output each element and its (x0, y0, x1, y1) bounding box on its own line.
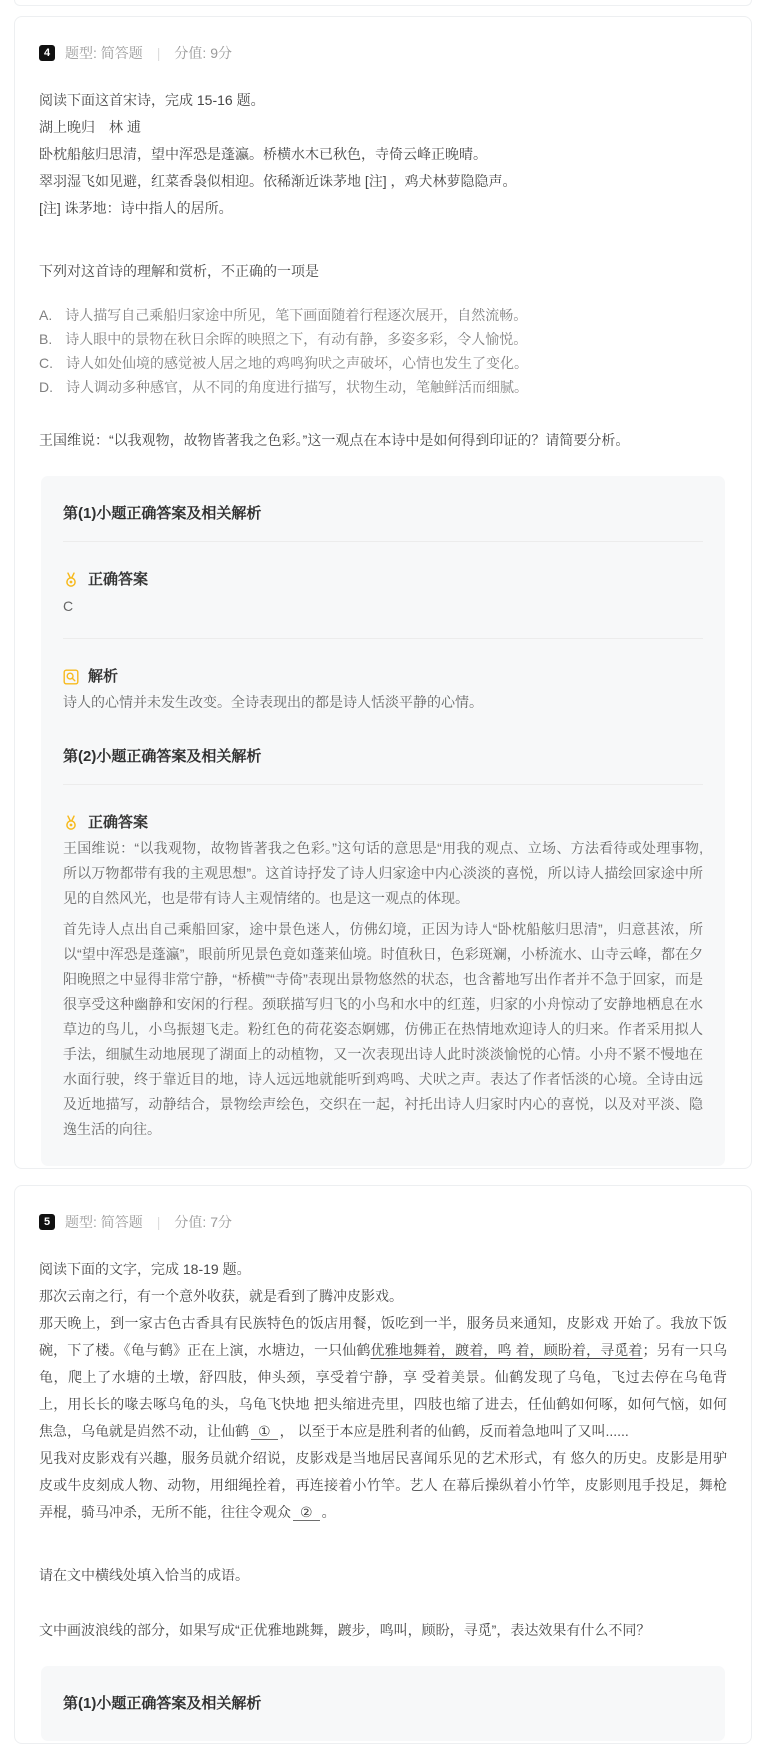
correct-answer-row (63, 566, 703, 593)
analysis-label: 解析 (88, 668, 119, 685)
option-b-text: 诗人眼中的景物在秋日余晖的映照之下，有动有静，多姿多彩，令人愉悦。 (65, 331, 528, 347)
reading-intro: 阅读下面的文字，完成 18-19 题。 (39, 1261, 251, 1277)
options-list (39, 303, 727, 399)
question-number-badge: 5 (39, 1214, 55, 1230)
poem-line-2: 翠羽湿飞如见避，红菜香袅似相迎。依稀渐近诛茅地 [注] ，鸡犬林萝隐隐声。 (39, 173, 517, 189)
part1-answer-heading: 第(1)小题正确答案及相关解析 (63, 505, 262, 522)
poem-line-1: 卧枕船舷归思清，望中浑恐是蓬瀛。桥横水木已秋色，寺倚云峰正晚晴。 (39, 146, 487, 162)
passage-paragraph-2 (39, 1310, 727, 1445)
option-d-text: 诗人调动多种感官，从不同的角度进行描写，状物生动，笔触鲜活而细腻。 (66, 379, 528, 395)
divider (63, 638, 703, 639)
question-4-answer-panel (41, 476, 725, 1166)
option-c-label: C. (39, 355, 53, 371)
question-5-answer-panel (41, 1666, 725, 1741)
question-type-label: 题型: 简答题 (65, 1214, 143, 1230)
part2-answer-heading: 第(2)小题正确答案及相关解析 (63, 748, 262, 765)
header-separator: | (156, 45, 161, 61)
option-a-text: 诗人描写自己乘船归家途中所见，笔下画面随着行程逐次展开，自然流畅。 (65, 307, 528, 323)
magnifier-document-icon (63, 669, 79, 685)
passage-paragraph-1: 那次云南之行，有一个意外收获，就是看到了腾冲皮影戏。 (39, 1288, 403, 1304)
passage-paragraph-3 (39, 1445, 727, 1526)
passage-segment: 见我对皮影戏有兴趣，服务员就介绍说，皮影戏是当地居民喜闻乐见的艺术形式，有 悠久的历史。皮影是用驴皮或牛皮刻成人物、动物，用细绳拴着，再连接着小竹竿。艺人 在幕后操纵着小竹竿，皮影则甩手投足，舞枪弄棍，骑马冲杀，无所不能，往往令观众 (39, 1450, 727, 1520)
analysis-text: 诗人的心情并未发生改变。全诗表现出的都是诗人恬淡平静的心情。 (63, 694, 483, 710)
question-score-label: 分值: 9分 (174, 45, 232, 61)
poem-title: 湖上晚归 林 逋 (39, 119, 141, 135)
passage-segment: 。 (321, 1504, 336, 1520)
medal-icon (63, 815, 79, 831)
previous-card-bottom-edge (14, 0, 752, 6)
part2-correct-answer-label: 正确答案 (88, 814, 149, 831)
option-c-text: 诗人如处仙境的感觉被人居之地的鸡鸣狗吠之声破坏，心情也发生了变化。 (66, 355, 528, 371)
question-number-badge: 4 (39, 45, 55, 61)
medal-icon (63, 572, 79, 588)
sub-question-1: 请在文中横线处填入恰当的成语。 (39, 1567, 249, 1583)
question-type-label: 题型: 简答题 (65, 45, 143, 61)
option-a-label: A. (39, 307, 53, 323)
question-4-header (15, 17, 751, 63)
question-4-body (15, 63, 751, 1166)
sub-question-1: 下列对这首诗的理解和赏析，不正确的一项是 (39, 263, 319, 279)
option-b (39, 327, 727, 351)
part1-answer-heading: 第(1)小题正确答案及相关解析 (63, 1695, 262, 1712)
header-separator: | (156, 1214, 161, 1230)
question-5-body (15, 1232, 751, 1741)
divider (63, 784, 703, 785)
poem-note: [注] 诛茅地：诗中指人的居所。 (39, 200, 233, 216)
passage-segment: ， 以至于本应是胜利者的仙鹤，反而着急地叫了又叫...... (279, 1423, 629, 1439)
correct-answer-label: 正确答案 (88, 571, 149, 588)
reading-intro: 阅读下面这首宋诗，完成 15-16 题。 (39, 92, 265, 108)
sub-question-2: 文中画波浪线的部分，如果写成“正优雅地跳舞，踱步，鸣叫，顾盼，寻觅”，表达效果有什么不同？ (39, 1622, 651, 1638)
option-a (39, 303, 727, 327)
option-c (39, 351, 727, 375)
option-d (39, 375, 727, 399)
analysis-row (63, 663, 703, 690)
option-b-label: B. (39, 331, 53, 347)
question-5-card (14, 1185, 752, 1744)
part2-answer-paragraph-1: 王国维说：“以我观物，故物皆著我之色彩。”这句话的意思是“用我的观点、立场、方法看待或处理事物,所以万物都带有我的主观思想”。这首诗抒发了诗人归家途中内心淡淡的喜悦，所以诗人描绘回家途中所见的自然风光，也是带有诗人主观情绪的。也是这一观点的体现。 (63, 840, 703, 906)
question-5-header (15, 1186, 751, 1232)
passage-segment: 那天晚上，到一家古色古香具有民族特色的饭店用餐，饭吃到一半，服务员来通知，皮影戏 开始了。我放下饭碗，下了楼。《龟与鹤》正在上演，水塘边，一只仙鹤 (39, 1315, 727, 1358)
fill-blank-1: ① (251, 1423, 278, 1440)
fill-blank-2: ② (293, 1504, 320, 1521)
question-4-card (14, 16, 752, 1169)
part2-answer-paragraph-2: 首先诗人点出自己乘船回家，途中景色迷人，仿佛幻境，正因为诗人“卧枕船舷归思清”，归意甚浓，所以“望中浑恐是蓬瀛”，眼前所见景色竟如蓬莱仙境。时值秋日，色彩斑斓，小桥流水、山寺云峰，都在夕阳晚照之中显得非常宁静，“桥横”“寺倚”表现出景物悠然的状态，也含蓄地写出作者并不急于回家，而是很享受这种幽静和安闲的行程。颈联描写归飞的小鸟和水中的红莲，归家的小舟惊动了安静地栖息在水草边的鸟儿，小鸟振翅飞走。粉红色的荷花姿态婀娜，仿佛正在热情地欢迎诗人的归来。作者采用拟人手法，细腻生动地展现了湖面上的动植物，又一次表现出诗人此时淡淡愉悦的心情。小舟不紧不慢地在水面行驶，终于靠近目的地，诗人远远地就能听到鸡鸣、犬吠之声。表达了作者恬淡的心境。全诗由远及近地描写，动静结合，景物绘声绘色，交织在一起，衬托出诗人归家时内心的喜悦，以及对平淡、隐逸生活的向往。 (63, 921, 703, 1137)
part2-correct-answer-row (63, 809, 703, 836)
option-d-label: D. (39, 379, 53, 395)
correct-answer-value: C (63, 598, 74, 614)
wavy-underlined-phrase: 优雅地舞着，踱着，鸣 着，顾盼着，寻觅着 (370, 1342, 643, 1358)
question-score-label: 分值: 7分 (174, 1214, 232, 1230)
sub-question-2: 王国维说：“以我观物，故物皆著我之色彩。”这一观点在本诗中是如何得到印证的？请简要分析。 (39, 432, 630, 448)
passage-segment: ；另有一只乌龟，爬上了水塘的土墩，舒四肢，伸头颈，享受着宁静，享 受着美景。仙鹤发现了乌龟，飞过去停在乌龟背上，用长长的喙去啄乌龟的头，乌龟飞快地 把头缩进壳里，四肢也缩了进去，任仙鹤如何啄，如何气恼，如何焦急，乌龟就是岿然不动，让仙鹤 (39, 1342, 728, 1439)
divider (63, 541, 703, 542)
